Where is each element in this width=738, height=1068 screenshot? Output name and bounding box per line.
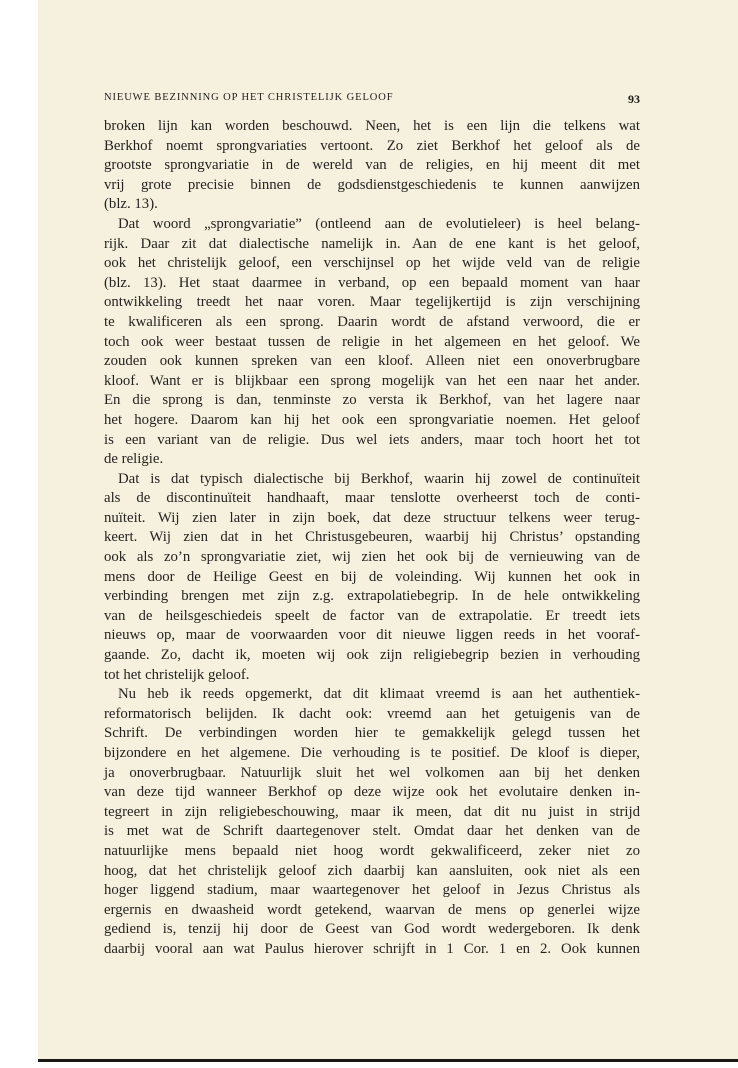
text-line: reformatorisch belijden. Ik dacht ook: vreemd aan het getuigenis van de (104, 705, 640, 722)
text-line: Schrift. De verbindingen worden hier te gemakkelijk gelegd tussen het (104, 725, 640, 742)
text-line: van deze tijd wanneer Berkhof op deze wijze ook het evolutaire denken in- (104, 784, 640, 801)
running-head (104, 92, 640, 108)
text-line: ja onoverbrugbaar. Natuurlijk sluit het wel volkomen aan bij het denken (104, 764, 640, 781)
text-line: hoger liggend stadium, maar waartegenover het geloof in Jezus Christus als (104, 882, 640, 899)
text-line: grootste sprongvariatie in de wereld van de religies, en hij meent dit met (104, 157, 640, 174)
text-line: van de heilsgeschiedeis speelt de factor van de extrapolatie. Er treedt iets (104, 607, 640, 624)
text-line: ontwikkeling treedt het naar voren. Maar tegelijkertijd is zijn verschijning (104, 294, 640, 311)
text-line: rijk. Daar zit dat dialectische namelijk in. Aan de ene kant is het geloof, (104, 235, 640, 252)
text-line: daarbij vooral aan wat Paulus hierover schrijft in 1 Cor. 1 en 2. Ook kunnen (104, 940, 640, 957)
text-line: broken lijn kan worden beschouwd. Neen, het is een lijn die telkens wat (104, 118, 640, 134)
text-line: tot het christelijk geloof. (104, 666, 250, 683)
text-line: Berkhof noemt sprongvariaties vertoont. Zo ziet Berkhof het geloof als de (104, 137, 640, 154)
text-line: mens door de Heilige Geest en bij de voleinding. Wij kunnen het ook in (104, 568, 640, 585)
text-line: hoog, dat het christelijk geloof zich daarbij kan aansluiten, ook niet als een (104, 862, 640, 879)
page-number: 93 (628, 92, 640, 106)
text-line: keert. Wij zien dat in het Christusgebeuren, waarbij hij Christus’ opstanding (104, 529, 640, 546)
text-line: is een variant van de religie. Dus wel iets anders, maar toch hoort het tot (104, 431, 640, 448)
text-line: zouden ook kunnen spreken van een kloof. Alleen niet een onoverbrugbare (104, 353, 640, 370)
text-line: Nu heb ik reeds opgemerkt, dat dit klimaat vreemd is aan het authentiek- (118, 686, 640, 703)
text-line: gediend is, tenzij hij door de Geest van God wordt wedergeboren. Ik denk (104, 921, 640, 938)
text-line: verbinding brengen met zijn z.g. extrapolatiebegrip. In de hele ontwikkeling (104, 588, 640, 605)
text-line: tegreert in zijn religiebeschouwing, maar ik meen, dat dit nu juist in strijd (104, 803, 640, 820)
text-line: ergernis en dwaasheid wordt getekend, waarvan de mens op generlei wijze (104, 901, 640, 918)
text-line: het hogere. Daarom kan hij het ook een sprongvariatie noemen. Het geloof (104, 411, 640, 428)
text-line: natuurlijke mens bepaald niet hoog wordt gekwalificeerd, zeker niet zo (104, 842, 640, 859)
text-line: ook het christelijk geloof, een verschijnsel op het wijde veld van de religie (104, 255, 640, 272)
running-title: NIEUWE BEZINNING OP HET CHRISTELIJK GELOOF (104, 92, 394, 103)
text-line: kloof. Want er is blijkbaar een sprong mogelijk van het een naar het ander. (104, 372, 640, 389)
body-text (104, 117, 640, 960)
text-line: toch ook weer bestaat tussen de religie in het algemeen en het geloof. We (104, 333, 640, 350)
page-bottom-rule (38, 1059, 738, 1062)
text-line: bijzondere en het algemene. Die verhouding is te positief. De kloof is dieper, (104, 745, 640, 761)
text-line: (blz. 13). Het staat daarmee in verband, op een bepaald moment van haar (104, 274, 640, 291)
text-line: te kwalificeren als een sprong. Daarin wordt de afstand verwoord, die er (104, 313, 640, 330)
text-line: vrij grote precisie binnen de godsdienstgeschiedenis te kunnen aanwijzen (104, 176, 640, 193)
text-line: En die sprong is dan, tenminste zo versta ik Berkhof, van het lagere naar (104, 392, 640, 409)
text-line: nuïteit. Wij zien later in zijn boek, dat deze structuur telkens weer terug- (104, 509, 640, 526)
text-line: gaande. Zo, dacht ik, moeten wij ook zijn religiebegrip bezien in verhouding (104, 647, 640, 664)
text-line: Dat woord „sprongvariatie” (ontleend aan de evolutieleer) is heel belang- (118, 215, 640, 232)
text-line: Dat is dat typisch dialectische bij Berkhof, waarin hij zowel de continuïteit (118, 470, 640, 487)
text-line: ook als zo’n sprongvariatie ziet, wij zien het ook bij de vernieuwing van de (104, 549, 640, 566)
text-line: is met wat de Schrift daartegenover stelt. Omdat daar het denken van de (104, 823, 640, 840)
text-line: de religie. (104, 451, 164, 468)
text-line: (blz. 13). (104, 196, 158, 213)
text-line: nieuws op, maar de voorwaarden voor dit nieuwe liggen reeds in het vooraf- (104, 627, 640, 644)
text-line: als de discontinuïteit handhaaft, maar tenslotte overheerst toch de conti- (104, 490, 640, 507)
